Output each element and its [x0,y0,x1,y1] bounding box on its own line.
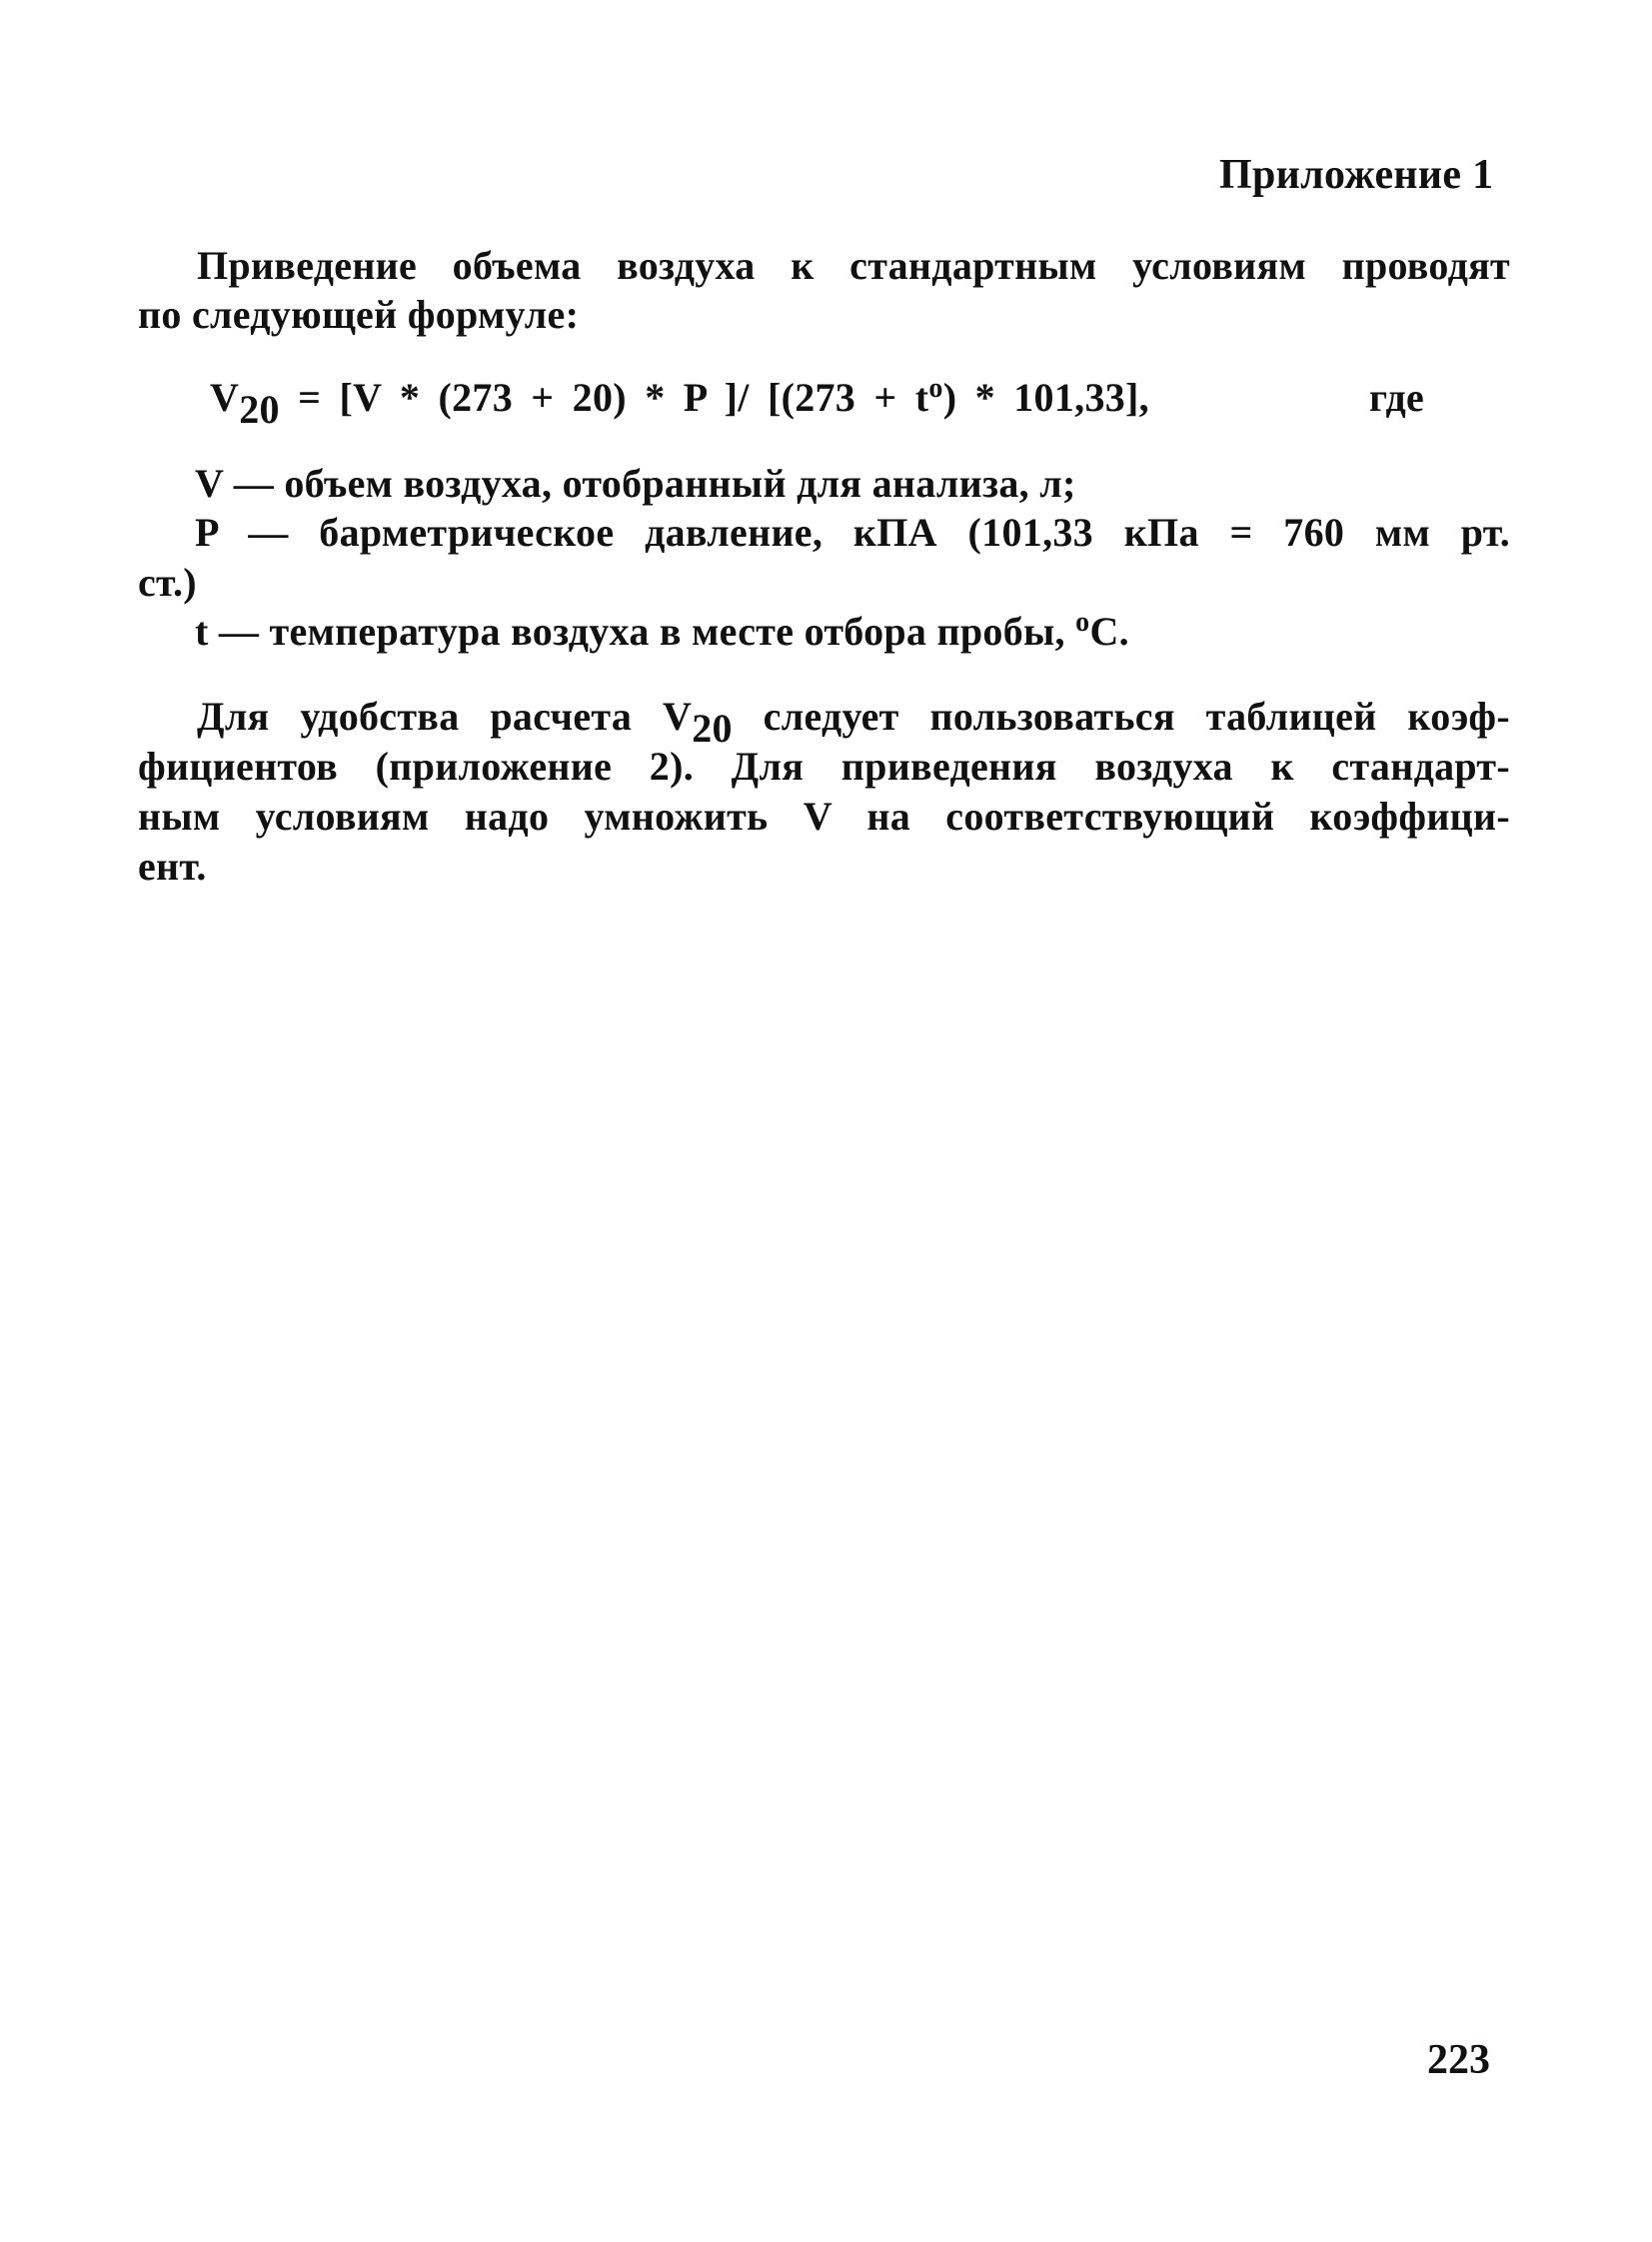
formula-line [210,373,1149,432]
definition-p-line-1: P — барметрическое давление, кПА (101,33 кПа = 760 мм рт. [195,510,1510,555]
formula-degree-sup: o [928,373,943,404]
formula-rhs-part1: = [V * (273 + 20) * P ]/ [(273 + t [279,375,929,420]
formula-lhs-sub: 20 [239,387,280,432]
appendix-label: Приложение 1 [1219,152,1494,198]
page-number: 223 [1427,2037,1490,2083]
formula-where: где [1369,375,1425,420]
definition-v: V — объем воздуха, отобранный для анализа, л; [195,461,1076,506]
definition-t: t — температура воздуха в месте отбора пробы, $^o$C. [195,607,1129,654]
paragraph2-line-4: ент. [138,844,207,889]
definition-p-line-2: ст.) [138,560,197,605]
formula-lhs-var: V [210,375,240,420]
paragraph2-v-sub: 20 [692,706,733,751]
definition-t-degree: o [1075,607,1090,638]
paragraph2-line-1: Для удобства расчета $V_{20}$ следует пользоваться таблицей коэф- [197,694,1510,751]
appendix-heading [1219,150,1493,200]
paragraph2-line-3: ным условиям надо умножить V на соответствующий коэффици- [138,794,1510,839]
intro-line-2: по следующей формуле: [138,292,580,337]
paragraph2-line-2: фициентов (приложение 2). Для приведения воздуха к стандарт- [138,744,1510,789]
formula-rhs-part2: ) * 101,33], [942,375,1149,420]
intro-line-1: Приведение объема воздуха к стандартным условиям проводят [197,243,1510,288]
